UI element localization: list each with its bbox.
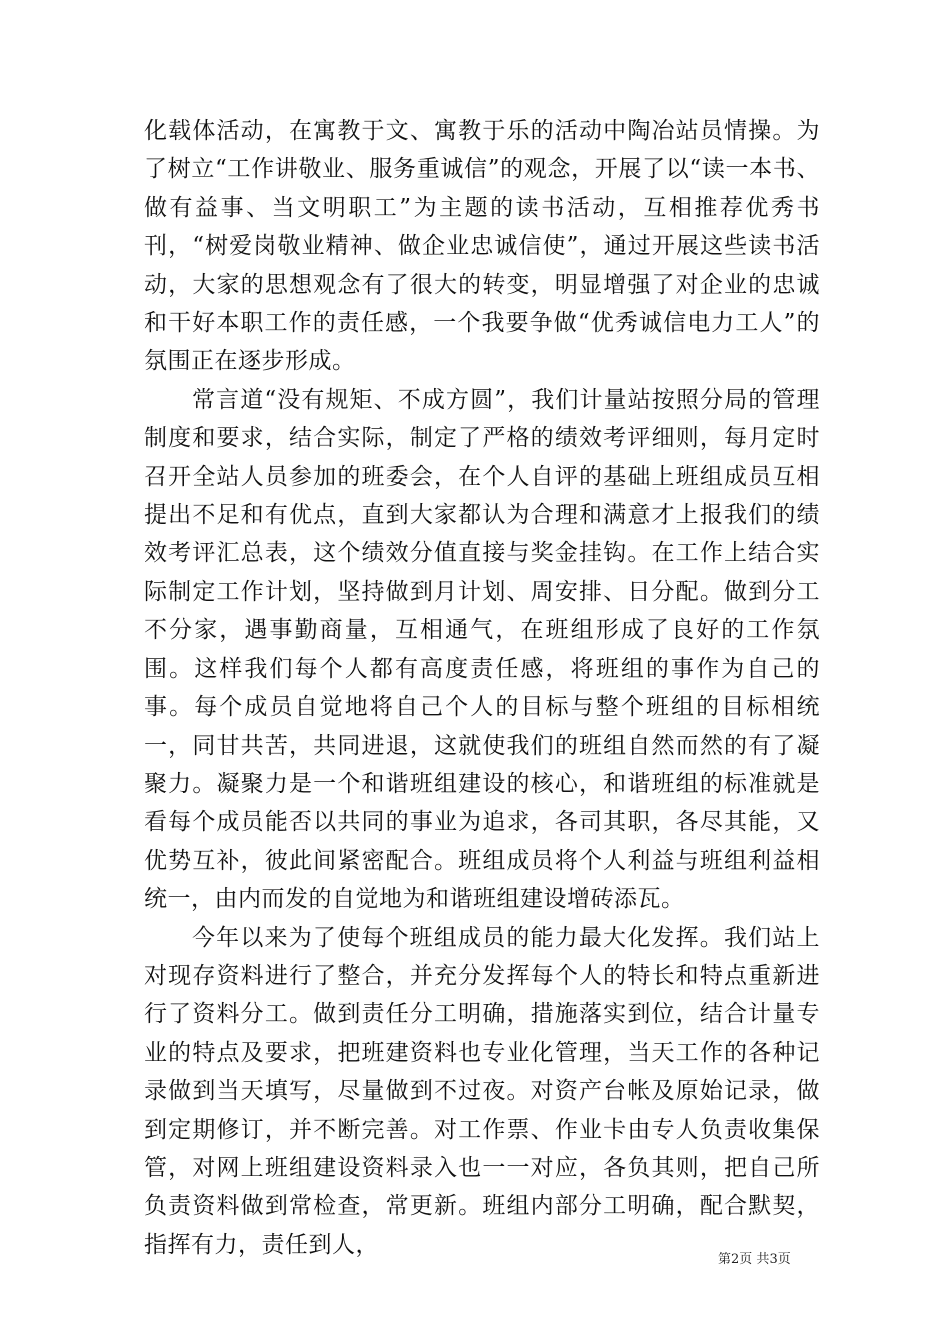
footer-current-page: 2: [731, 1252, 740, 1267]
page-footer: [718, 1248, 791, 1267]
paragraph-3: 今年以来为了使每个班组成员的能力最大化发挥。我们站上对现存资料进行了整合，并充分发挥每个人的特长和特点重新进行了资料分工。做到责任分工明确，措施落实到位，结合计量专业的特点及要求，把班建资料也专业化管理，当天工作的各种记录做到当天填写，尽量做到不过夜。对资产台帐及原始记录，做到定期修订，并不断完善。对工作票、作业卡由专人负责收集保管，对网上班组建设资料录入也一一对应，各负其则，把自己所负责资料做到常检查，常更新。班组内部分工明确，配合默契，指挥有力，责任到人，: [144, 924, 820, 1258]
paragraph-1: 化载体活动，在寓教于文、寓教于乐的活动中陶冶站员情操。为了树立“工作讲敬业、服务重诚信”的观念，开展了以“读一本书、做有益事、当文明职工”为主题的读书活动，互相推荐优秀书刊，“树爱岗敬业精神、做企业忠诚信使”，通过开展这些读书活动，大家的思想观念有了很大的转变，明显增强了对企业的忠诚和干好本职工作的责任感，一个我要争做“优秀诚信电力工人”的氛围正在逐步形成。: [144, 118, 820, 375]
footer-middle: 页 共: [739, 1252, 770, 1267]
footer-total-pages: 3: [769, 1252, 778, 1267]
footer-prefix: 第: [718, 1252, 732, 1267]
paragraph-2: 常言道“没有规矩、不成方圆”，我们计量站按照分局的管理制度和要求，结合实际，制定了严格的绩效考评细则，每月定时召开全站人员参加的班委会，在个人自评的基础上班组成员互相提出不足和有优点，直到大家都认为合理和满意才上报我们的绩效考评汇总表，这个绩效分值直接与奖金挂钩。在工作上结合实际制定工作计划，坚持做到月计划、周安排、日分配。做到分工不分家，遇事勤商量，互相通气，在班组形成了良好的工作氛围。这样我们每个人都有高度责任感，将班组的事作为自己的事。每个成员自觉地将自己个人的目标与整个班组的目标相统一，同甘共苦，共同进退，这就使我们的班组自然而然的有了凝聚力。凝聚力是一个和谐班组建设的核心，和谐班组的标准就是看每个成员能否以共同的事业为追求，各司其职，各尽其能，又优势互补，彼此间紧密配合。班组成员将个人利益与班组利益相统一，由内而发的自觉地为和谐班组建设增砖添瓦。: [144, 386, 820, 913]
footer-suffix: 页: [777, 1252, 791, 1267]
body-text: [144, 112, 820, 1264]
